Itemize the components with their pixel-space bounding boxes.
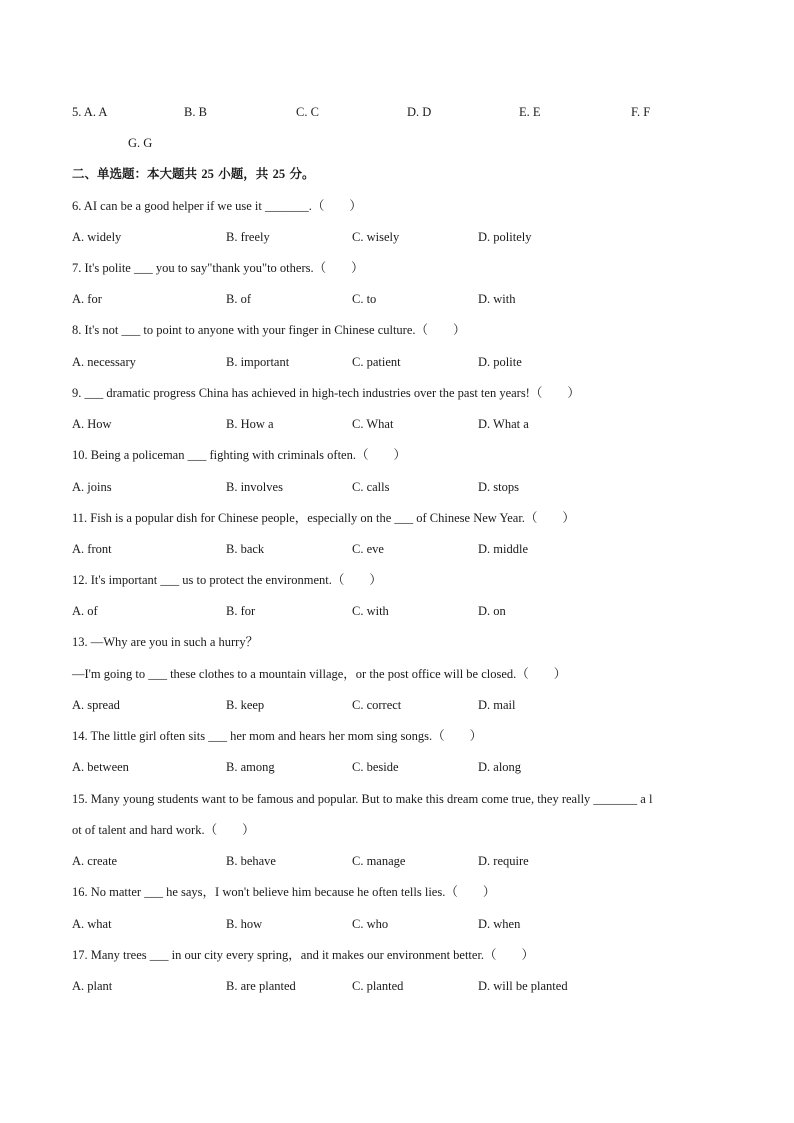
q8-option-c: C. patient <box>352 355 401 369</box>
q9-option-d: D. What a <box>478 417 529 431</box>
q8-option-b: B. important <box>226 355 290 369</box>
q13-option-a: A. spread <box>72 698 120 712</box>
q10-option-d: D. stops <box>478 480 519 494</box>
q14-option-c: C. beside <box>352 760 399 774</box>
q9-option-b: B. How a <box>226 417 274 431</box>
q16-option-c: C. who <box>352 917 389 931</box>
q12-option-d: D. on <box>478 604 506 618</box>
q6-option-b: B. freely <box>226 230 270 244</box>
q9-option-a: A. How <box>72 417 112 431</box>
q10-option-b: B. involves <box>226 480 283 494</box>
q17-option-a: A. plant <box>72 979 113 993</box>
q10-option-c: C. calls <box>352 480 390 494</box>
q6-option-d: D. politely <box>478 230 532 244</box>
section-title-part-a: 二、单选题：本大题共 <box>72 166 198 181</box>
q12-option-b: B. for <box>226 604 256 618</box>
question-stem-6: 6. AI can be a good helper if we use it _______.（ ） <box>72 199 362 213</box>
question-stem-13: 13. —Why are you in such a hurry？ <box>72 635 259 649</box>
q16-option-d: D. when <box>478 917 521 931</box>
question-stem-17: 17. Many trees ___ in our city every spring，and it makes our environment better.（ ） <box>72 948 535 962</box>
q5-option-d: D. D <box>407 105 432 119</box>
q9-option-c: C. What <box>352 417 394 431</box>
q10-option-a: A. joins <box>72 480 112 494</box>
q13-option-d: D. mail <box>478 698 516 712</box>
q5-option-b: B. B <box>184 105 207 119</box>
q17-option-c: C. planted <box>352 979 404 993</box>
q11-option-b: B. back <box>226 542 265 556</box>
q7-option-d: D. with <box>478 292 516 306</box>
q16-option-b: B. how <box>226 917 263 931</box>
q14-option-d: D. along <box>478 760 522 774</box>
q15-option-d: D. require <box>478 854 529 868</box>
q13-option-c: C. correct <box>352 698 402 712</box>
question-stem-15: 15. Many young students want to be famous and popular. But to make this dream come true, they really _______ a l <box>72 792 653 806</box>
q16-option-a: A. what <box>72 917 112 931</box>
question-stem-16: 16. No matter ___ he says，I won't believe him because he often tells lies.（ ） <box>72 885 496 899</box>
q7-option-c: C. to <box>352 292 377 306</box>
question-stem-9: 9. ___ dramatic progress China has achieved in high-tech industries over the past ten years!（ ） <box>72 386 580 400</box>
section-title-count-questions: 25 <box>201 167 214 181</box>
q5-option-g: G. G <box>128 136 153 150</box>
q5-option-f: F. F <box>631 105 651 119</box>
q14-option-b: B. among <box>226 760 275 774</box>
question-stem-7: 7. It's polite ___ you to say"thank you"to others.（ ） <box>72 261 364 275</box>
question-stem-14: 14. The little girl often sits ___ her mom and hears her mom sing songs.（ ） <box>72 729 483 743</box>
question-stem-11: 11. Fish is a popular dish for Chinese people，especially on the ___ of Chinese New Year.（ ） <box>72 511 575 525</box>
q11-option-c: C. eve <box>352 542 384 556</box>
q12-option-a: A. of <box>72 604 98 618</box>
q14-option-a: A. between <box>72 760 129 774</box>
section-title-part-b: 小题，共 <box>218 166 269 181</box>
question-stem-13-line2: —I'm going to ___ these clothes to a mountain village，or the post office will be closed.（ ） <box>72 667 567 681</box>
q13-option-b: B. keep <box>226 698 265 712</box>
q8-option-a: A. necessary <box>72 355 136 369</box>
q15-option-c: C. manage <box>352 854 406 868</box>
q11-option-a: A. front <box>72 542 112 556</box>
q6-option-a: A. widely <box>72 230 122 244</box>
section-title-part-c: 分。 <box>289 166 315 181</box>
q6-option-c: C. wisely <box>352 230 400 244</box>
q11-option-d: D. middle <box>478 542 528 556</box>
question-stem-10: 10. Being a policeman ___ fighting with criminals often.（ ） <box>72 448 406 462</box>
q15-option-b: B. behave <box>226 854 276 868</box>
q5-option-a: 5. A. A <box>72 105 108 119</box>
q7-option-a: A. for <box>72 292 102 306</box>
section-title-count-points: 25 <box>272 167 286 181</box>
question-stem-8: 8. It's not ___ to point to anyone with your finger in Chinese culture.（ ） <box>72 323 466 337</box>
q5-option-e: E. E <box>519 105 541 119</box>
q5-option-c: C. C <box>296 105 319 119</box>
q8-option-d: D. polite <box>478 355 522 369</box>
q17-option-b: B. are planted <box>226 979 296 993</box>
section-title <box>72 166 314 182</box>
q7-option-b: B. of <box>226 292 251 306</box>
q15-option-a: A. create <box>72 854 118 868</box>
q17-option-d: D. will be planted <box>478 979 568 993</box>
question-stem-15-line2: ot of talent and hard work.（ ） <box>72 823 255 837</box>
question-stem-12: 12. It's important ___ us to protect the environment.（ ） <box>72 573 382 587</box>
q12-option-c: C. with <box>352 604 389 618</box>
